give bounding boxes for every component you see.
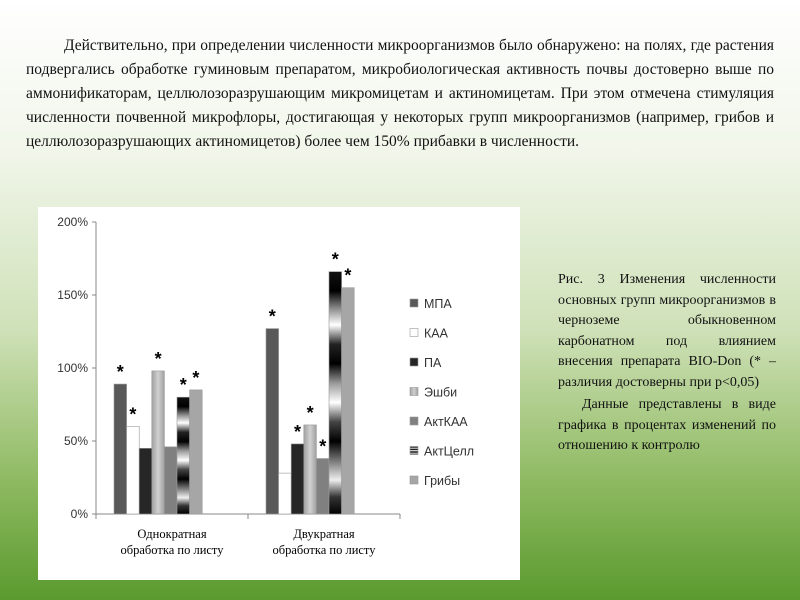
bar-chart xyxy=(38,207,520,580)
caption-text: Рис. 3 Изменения численности основных групп микроорганизмов в черноземе обыкновенном карбонатном под влиянием внесения препарата BIO-Don (* – различия достоверны при р<0,05) xyxy=(558,272,776,390)
bar xyxy=(127,426,140,514)
legend-swatch xyxy=(410,358,418,366)
significance-star: * xyxy=(129,404,137,425)
significance-star: * xyxy=(344,265,352,286)
significance-star: * xyxy=(268,306,276,327)
legend-label: МПА xyxy=(424,297,452,311)
bar xyxy=(266,329,279,514)
significance-star: * xyxy=(154,348,162,369)
legend-label: КАА xyxy=(424,326,448,341)
bar xyxy=(329,272,342,514)
bar xyxy=(190,390,203,514)
chart-container xyxy=(38,207,520,580)
bar xyxy=(152,371,165,514)
legend-label: ПА xyxy=(424,356,442,370)
legend-swatch xyxy=(410,476,418,484)
figure-caption xyxy=(558,270,776,457)
significance-star: * xyxy=(319,436,327,457)
legend-label: АктЦелл xyxy=(424,444,475,459)
bar xyxy=(177,397,190,514)
bar xyxy=(291,444,304,514)
y-tick-label: 100% xyxy=(57,361,88,375)
body-paragraph: Действительно, при определении численности микроорганизмов было обнаружено: на полях, где растения подвергались обработке гуминовым препаратом, микробиологическая активность почвы достоверно выше по аммонификаторам, целлюлозоразрушающим микромицетам и актиномицетам. При этом отмечена стимуляция численности почвенной микрофлоры, достигающая у некоторых групп микроорганизмов (например, грибов и целлюлозоразрушающих актиномицетов) более чем 150% прибавки в численности. xyxy=(26,37,774,150)
legend-swatch xyxy=(410,417,418,425)
legend-swatch xyxy=(410,299,418,307)
bar xyxy=(279,473,292,514)
legend-label: Эшби xyxy=(424,385,458,400)
bar xyxy=(114,384,127,514)
y-tick-label: 50% xyxy=(63,434,88,448)
caption-note: Данные представлены в виде графика в процентах изменений по отношению к контролю xyxy=(558,397,776,453)
y-tick-label: 200% xyxy=(57,215,88,229)
significance-star: * xyxy=(306,402,314,423)
legend-swatch xyxy=(410,329,418,337)
bar xyxy=(316,459,329,514)
significance-star: * xyxy=(192,367,200,388)
x-category-label: Двукратная обработка по листу xyxy=(272,527,376,557)
legend-swatch xyxy=(410,447,418,455)
y-tick-label: 150% xyxy=(57,288,88,302)
legend-label: Грибы xyxy=(424,474,461,488)
significance-star: * xyxy=(293,421,302,442)
significance-star: * xyxy=(331,249,339,270)
significance-star: * xyxy=(116,362,124,383)
bar xyxy=(139,448,152,514)
bar xyxy=(164,447,177,514)
bar xyxy=(342,288,355,514)
legend-label: АктКАА xyxy=(424,415,468,429)
bar xyxy=(304,425,317,514)
significance-star: * xyxy=(179,375,187,396)
x-category-label: Однократная обработка по листу xyxy=(120,527,224,557)
y-tick-label: 0% xyxy=(70,507,88,521)
legend-swatch xyxy=(410,388,418,396)
